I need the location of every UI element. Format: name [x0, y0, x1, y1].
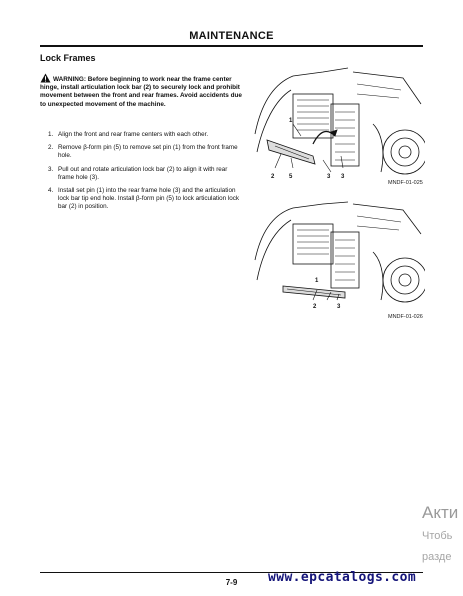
header-rule: [40, 45, 423, 47]
callout-5: 5: [289, 174, 293, 180]
list-item: [48, 187, 243, 212]
step-text: Install set pin (1) into the rear frame hole (3) and the articulation lock bar tip end hole. Install β-form pin (5) to lock articulation lock bar (2) in position.: [58, 187, 240, 211]
activation-overlay-line: разде: [422, 551, 452, 563]
figure-lock-bar-installed: [253, 200, 425, 313]
figure-code: MNDF-01-026: [388, 314, 423, 320]
warning-block: [40, 73, 245, 109]
figure-lock-bar-stowed: [253, 64, 425, 188]
page-header-title: MAINTENANCE: [189, 30, 274, 42]
step-number: 1.: [48, 131, 54, 138]
callout-2: 2: [271, 174, 275, 180]
step-number: 2.: [48, 144, 54, 152]
callout-3b: 3: [327, 174, 331, 180]
list-item: [48, 131, 243, 139]
step-text: Remove β-form pin (5) to remove set pin (1) from the front frame hole.: [58, 144, 238, 160]
step-text: Align the front and rear frame centers with each other.: [58, 131, 209, 138]
callout-2: 2: [313, 304, 317, 310]
procedure-steps: [48, 131, 243, 217]
activation-overlay-title: Акти: [422, 503, 459, 522]
figure-code: MNDF-01-025: [388, 180, 423, 186]
page-number: 7-9: [225, 578, 238, 587]
warning-text: Before beginning to work near the frame center hinge, install articulation lock bar (2) to securely lock and prohibit movement between the front and rear frames. Avoid accidents due to unexpected movement of the machine.: [40, 76, 242, 108]
callout-1: 1: [315, 278, 319, 284]
warning-label: WARNING:: [53, 76, 87, 83]
callout-3: 3: [337, 304, 341, 310]
site-watermark: www.epcatalogs.com: [268, 570, 417, 585]
callout-1: 1: [289, 118, 293, 124]
step-number: 4.: [48, 187, 54, 195]
activation-overlay-line: Чтобь: [422, 530, 453, 542]
list-item: [48, 144, 243, 160]
step-number: 3.: [48, 165, 54, 173]
step-text: Pull out and rotate articulation lock bar (2) to align it with rear frame hole (3).: [58, 165, 228, 181]
section-title: Lock Frames: [40, 53, 96, 63]
list-item: [48, 166, 243, 182]
callout-3: 3: [341, 174, 345, 180]
warning-icon: [40, 73, 51, 83]
